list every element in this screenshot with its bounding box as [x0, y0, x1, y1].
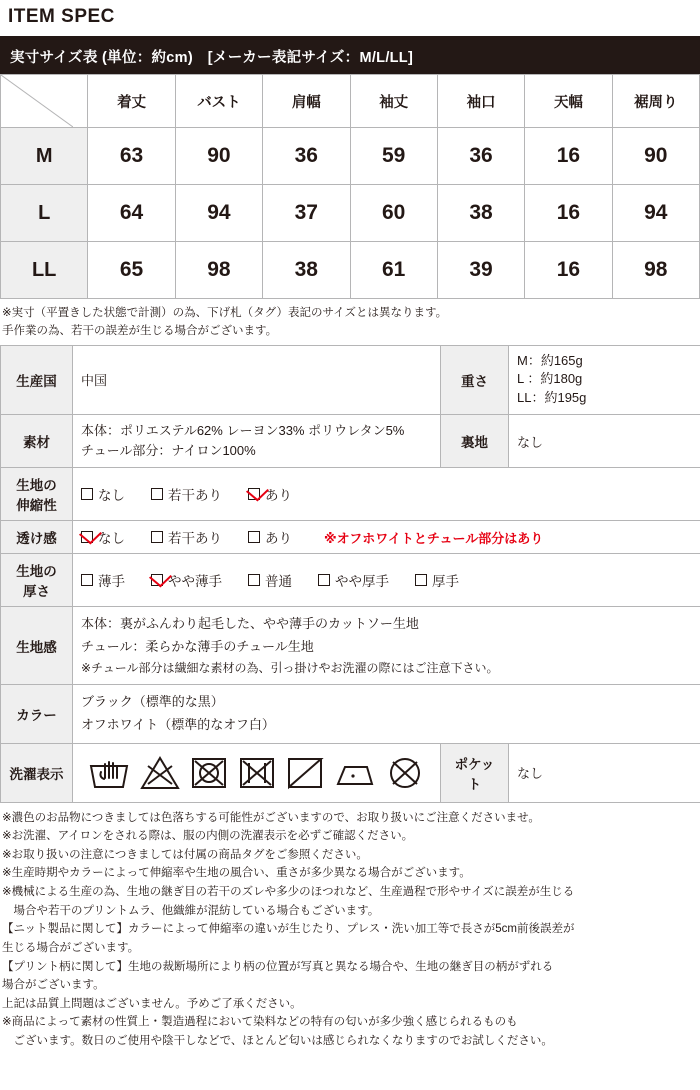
column-header-5: 天幅 [525, 75, 612, 128]
spec-row-origin-weight [1, 345, 700, 415]
cell-m-1: 90 [175, 128, 262, 185]
checkbox-icon [151, 488, 163, 500]
hand-wash-icon [87, 754, 131, 792]
row-header-size-ll: LL [1, 242, 88, 299]
label-stretch [1, 468, 73, 521]
cell-m-6: 90 [612, 128, 699, 185]
iron-low-icon [333, 754, 377, 792]
page-title: ITEM SPEC [8, 6, 115, 27]
label-origin: 生産国 [1, 345, 73, 415]
value-care-icons [73, 743, 441, 802]
spec-row-stretch [1, 468, 700, 521]
spec-table [0, 345, 700, 803]
no-dry-clean-icon [385, 754, 425, 792]
checkbox-icon [81, 488, 93, 500]
value-sheer [73, 521, 700, 554]
bottom-note-10: 上記は品質上問題はございません。予めご了承ください。 [2, 997, 302, 1010]
color-line-2: オフホワイト（標準的なオフ白） [81, 716, 275, 732]
column-header-4: 袖口 [437, 75, 524, 128]
label-material: 素材 [1, 415, 73, 468]
value-lining: なし [509, 415, 700, 468]
cell-ll-5: 16 [525, 242, 612, 299]
weight-line-ll: LL：約195g [517, 390, 587, 406]
spec-row-color [1, 685, 700, 744]
cell-l-6: 94 [612, 185, 699, 242]
table-row [1, 242, 700, 299]
label-pocket: ポケット [441, 743, 509, 802]
size-table-corner-cell [1, 75, 88, 128]
table-row [1, 128, 700, 185]
sheer-note: ※オフホワイトとチュール部分はあり [324, 530, 544, 546]
cell-l-4: 38 [437, 185, 524, 242]
sheer-option-yes-label: あり [265, 531, 292, 547]
cell-l-2: 37 [263, 185, 350, 242]
bottom-note-11: ※商品によって素材の性質上・製造過程において染料などの特有の匂いが多少強く感じられるものも [2, 1016, 518, 1029]
thickness-option-thin-label: 薄手 [98, 574, 125, 590]
stretch-option-none[interactable] [81, 484, 125, 504]
size-table-notes [0, 299, 700, 345]
color-line-1: ブラック（標準的な黒） [81, 694, 224, 710]
table-row [1, 185, 700, 242]
label-lining: 裏地 [441, 415, 509, 468]
cell-ll-1: 98 [175, 242, 262, 299]
checkbox-icon [415, 574, 427, 586]
checkbox-checked-icon [81, 531, 93, 543]
bottom-notes [0, 803, 700, 1061]
sheer-option-yes[interactable] [248, 527, 292, 547]
stretch-option-none-label: なし [98, 488, 125, 504]
checkbox-icon [151, 531, 163, 543]
sheer-option-slight-label: 若干あり [168, 531, 222, 547]
size-note-line-1: ※実寸（平置きした状態で計測）の為、下げ札（タグ）表記のサイズとは異なります。 [2, 307, 448, 319]
label-sheer: 透け感 [1, 521, 73, 554]
cell-m-0: 63 [88, 128, 175, 185]
no-wring-icon [237, 754, 277, 792]
thickness-option-somewhat-thick[interactable] [318, 570, 389, 590]
cell-l-0: 64 [88, 185, 175, 242]
stretch-option-slight-label: 若干あり [168, 488, 222, 504]
label-care: 洗濯表示 [1, 743, 73, 802]
spec-row-thickness [1, 554, 700, 607]
column-header-0: 着丈 [88, 75, 175, 128]
thickness-option-somewhat-thin-label: やや薄手 [168, 574, 222, 590]
sheer-option-none[interactable] [81, 527, 125, 547]
stretch-option-slight[interactable] [151, 484, 222, 504]
column-header-6: 裾周り [612, 75, 699, 128]
spec-row-sheer [1, 521, 700, 554]
bottom-note-3: ※生産時期やカラーによって伸縮率や生地の風合い、重さが多少異なる場合がございます。 [2, 867, 471, 880]
thickness-option-normal-label: 普通 [265, 574, 292, 590]
weight-line-l: L ：約180g [517, 371, 583, 387]
thickness-option-normal[interactable] [248, 570, 292, 590]
bottom-note-2: ※お取り扱いの注意につきましては付属の商品タグをご参照ください。 [2, 848, 368, 861]
cell-ll-4: 39 [437, 242, 524, 299]
label-thickness [1, 554, 73, 607]
bottom-note-6: 【ニット製品に関して】カラーによって伸縮率の違いが生じたり、プレス・洗い加工等で長さが5cm前後誤差が [2, 923, 575, 936]
sheer-option-none-label: なし [98, 531, 125, 547]
column-header-1: バスト [175, 75, 262, 128]
label-stretch-line2: 伸縮性 [16, 498, 57, 514]
bottom-note-8: 【プリント柄に関して】生地の裁断場所により柄の位置が写真と異なる場合や、生地の継ぎ目の柄がずれる [2, 960, 554, 973]
sheer-option-slight[interactable] [151, 527, 222, 547]
value-weight [509, 345, 700, 415]
bottom-note-1: ※お洗濯、アイロンをされる際は、服の内側の洗濯表示を必ずご確認ください。 [2, 830, 414, 843]
cell-l-3: 60 [350, 185, 437, 242]
cell-ll-0: 65 [88, 242, 175, 299]
checkbox-icon [248, 574, 260, 586]
value-pocket: なし [509, 743, 700, 802]
material-line-2: チュール部分：ナイロン100% [81, 443, 256, 459]
feel-line-2: チュール：柔らかな薄手のチュール生地 [81, 638, 314, 654]
row-header-size-l: L [1, 185, 88, 242]
cell-l-5: 16 [525, 185, 612, 242]
spec-row-feel [1, 607, 700, 685]
stretch-option-yes-label: あり [265, 488, 292, 504]
spec-row-care-pocket [1, 743, 700, 802]
cell-ll-3: 61 [350, 242, 437, 299]
column-header-2: 肩幅 [263, 75, 350, 128]
weight-line-m: M：約165g [517, 352, 583, 368]
checkbox-checked-icon [248, 488, 260, 500]
cell-m-4: 36 [437, 128, 524, 185]
stretch-option-yes[interactable] [248, 484, 292, 504]
label-thickness-line1: 生地の [16, 564, 57, 580]
no-bleach-icon [139, 754, 181, 792]
cell-ll-6: 98 [612, 242, 699, 299]
thickness-option-somewhat-thin[interactable] [151, 570, 222, 590]
checkbox-checked-icon [151, 574, 163, 586]
column-header-3: 袖丈 [350, 75, 437, 128]
dry-flat-icon [285, 754, 325, 792]
checkbox-icon [81, 574, 93, 586]
no-tumble-dry-icon [189, 754, 229, 792]
cell-m-3: 59 [350, 128, 437, 185]
thickness-option-thick-label: 厚手 [432, 574, 459, 590]
bottom-note-4: ※機械による生産の為、生地の継ぎ目の若干のズレや多少のほつれなど、生産過程で形やサイズに誤差が生じる [2, 886, 575, 899]
value-color [73, 685, 700, 744]
bottom-note-9: 場合がございます。 [2, 979, 105, 992]
checkbox-icon [318, 574, 330, 586]
bottom-note-7: 生じる場合がございます。 [2, 941, 140, 954]
material-line-1: 本体：ポリエステル62% レーヨン33% ポリウレタン5% [81, 423, 405, 439]
feel-line-1: 本体：裏がふんわり起毛した、やや薄手のカットソー生地 [81, 616, 419, 632]
feel-line-3: ※チュール部分は繊細な素材の為、引っ掛けやお洗濯の際にはご注意下さい。 [81, 660, 499, 675]
value-stretch [73, 468, 700, 521]
label-weight: 重さ [441, 345, 509, 415]
thickness-option-thin[interactable] [81, 570, 125, 590]
cell-ll-2: 38 [263, 242, 350, 299]
bottom-note-12: ございます。数日のご使用や陰干しなどで、ほとんど匂いは感じられなくなりますのでお試しください。 [2, 1035, 553, 1048]
size-note-line-2: 手作業の為、若干の誤差が生じる場合がございます。 [2, 324, 278, 337]
size-table-header-row [1, 75, 700, 128]
checkbox-icon [248, 531, 260, 543]
bottom-note-5: 場合や若干のプリントムラ、他織維が混紡している場合もございます。 [2, 904, 380, 917]
label-stretch-line1: 生地の [16, 478, 57, 494]
value-feel [73, 607, 700, 685]
size-table-title: 実寸サイズ表 (単位：約cm) [メーカー表記サイズ：M/L/LL] [0, 39, 700, 74]
thickness-option-thick[interactable] [415, 570, 459, 590]
cell-m-2: 36 [263, 128, 350, 185]
thickness-option-somewhat-thick-label: やや厚手 [335, 574, 389, 590]
label-feel: 生地感 [1, 607, 73, 685]
cell-l-1: 94 [175, 185, 262, 242]
bottom-note-0: ※濃色のお品物につきましては色落ちする可能性がございますので、お取り扱いにご注意くださいませ。 [2, 811, 540, 824]
value-origin: 中国 [73, 345, 441, 415]
value-material [73, 415, 441, 468]
label-color: カラー [1, 685, 73, 744]
label-thickness-line2: 厚さ [23, 584, 50, 600]
spec-row-material-lining [1, 415, 700, 468]
cell-m-5: 16 [525, 128, 612, 185]
value-thickness [73, 554, 700, 607]
row-header-size-m: M [1, 128, 88, 185]
size-table [0, 74, 700, 299]
